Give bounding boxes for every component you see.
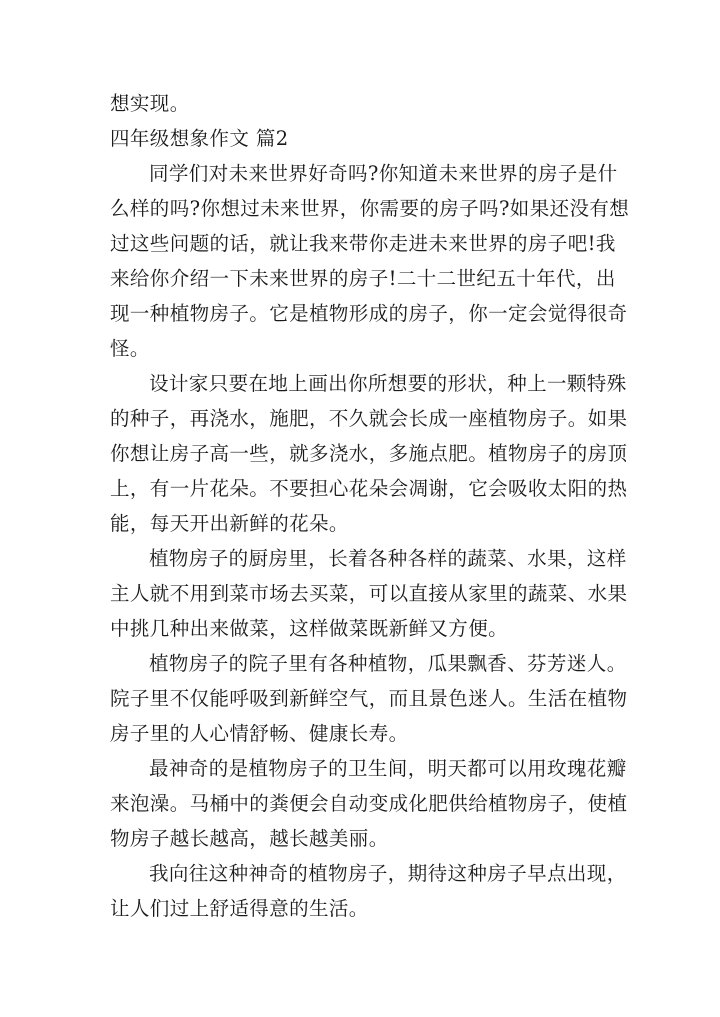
previous-text-tail: 想实现。 [110,92,190,115]
paragraph-line: 你想让房子高一些，就多浇水，多施点肥。植物房子的房顶 [110,442,628,465]
paragraph-line: 同学们对未来世界好奇吗?你知道未来世界的房子是什 [149,162,618,185]
paragraph-line: 植物房子的院子里有各种植物，瓜果飘香、芬芳迷人。 [149,652,627,675]
paragraph-6 [110,856,627,926]
paragraph-line: 能，每天开出新鲜的花朵。 [110,512,349,535]
paragraph-line: 怪。 [110,337,150,360]
paragraph-3 [110,541,628,646]
paragraph-line: 主人就不用到菜市场去买菜，可以直接从家里的蔬菜、水果 [110,582,628,605]
paragraph-line: 过这些问题的话，就让我来带你走进未来世界的房子吧!我 [110,232,616,255]
paragraph-1 [110,156,630,366]
paragraph-4 [110,646,628,751]
paragraph-line: 么样的吗?你想过未来世界，你需要的房子吗?如果还没有想 [110,197,630,220]
paragraph-5 [110,751,628,856]
paragraph-line: 来泡澡。马桶中的粪便会自动变成化肥供给植物房子，使植 [110,792,628,815]
paragraph-line: 最神奇的是植物房子的卫生间，明天都可以用玫瑰花瓣 [149,757,627,780]
paragraph-line: 上，有一片花朵。不要担心花朵会凋谢，它会吸收太阳的热 [110,477,628,500]
paragraph-line: 植物房子的厨房里，长着各种各样的蔬菜、水果，这样 [149,547,627,570]
paragraph-line: 设计家只要在地上画出你所想要的形状，种上一颗特殊 [149,372,627,395]
document-page [110,86,630,926]
paragraph-line: 物房子越长越高，越长越美丽。 [110,827,389,850]
paragraph-line: 房子里的人心情舒畅、健康长寿。 [110,722,409,745]
paragraph-2 [110,366,628,541]
paragraph-line: 来给你介绍一下未来世界的房子!二十二世纪五十年代，出 [110,267,616,290]
paragraph-line: 院子里不仅能呼吸到新鲜空气，而且景色迷人。生活在植物 [110,687,628,710]
essay-heading: 四年级想象作文 篇2 [110,127,289,150]
paragraph-line: 的种子，再浇水，施肥，不久就会长成一座植物房子。如果 [110,407,628,430]
paragraph-line: 中挑几种出来做菜，这样做菜既新鲜又方便。 [110,617,509,640]
paragraph-line: 我向往这种神奇的植物房子，期待这种房子早点出现， [149,862,627,885]
paragraph-line: 让人们过上舒适得意的生活。 [110,897,369,920]
paragraph-line: 现一种植物房子。它是植物形成的房子，你一定会觉得很奇 [110,302,628,325]
